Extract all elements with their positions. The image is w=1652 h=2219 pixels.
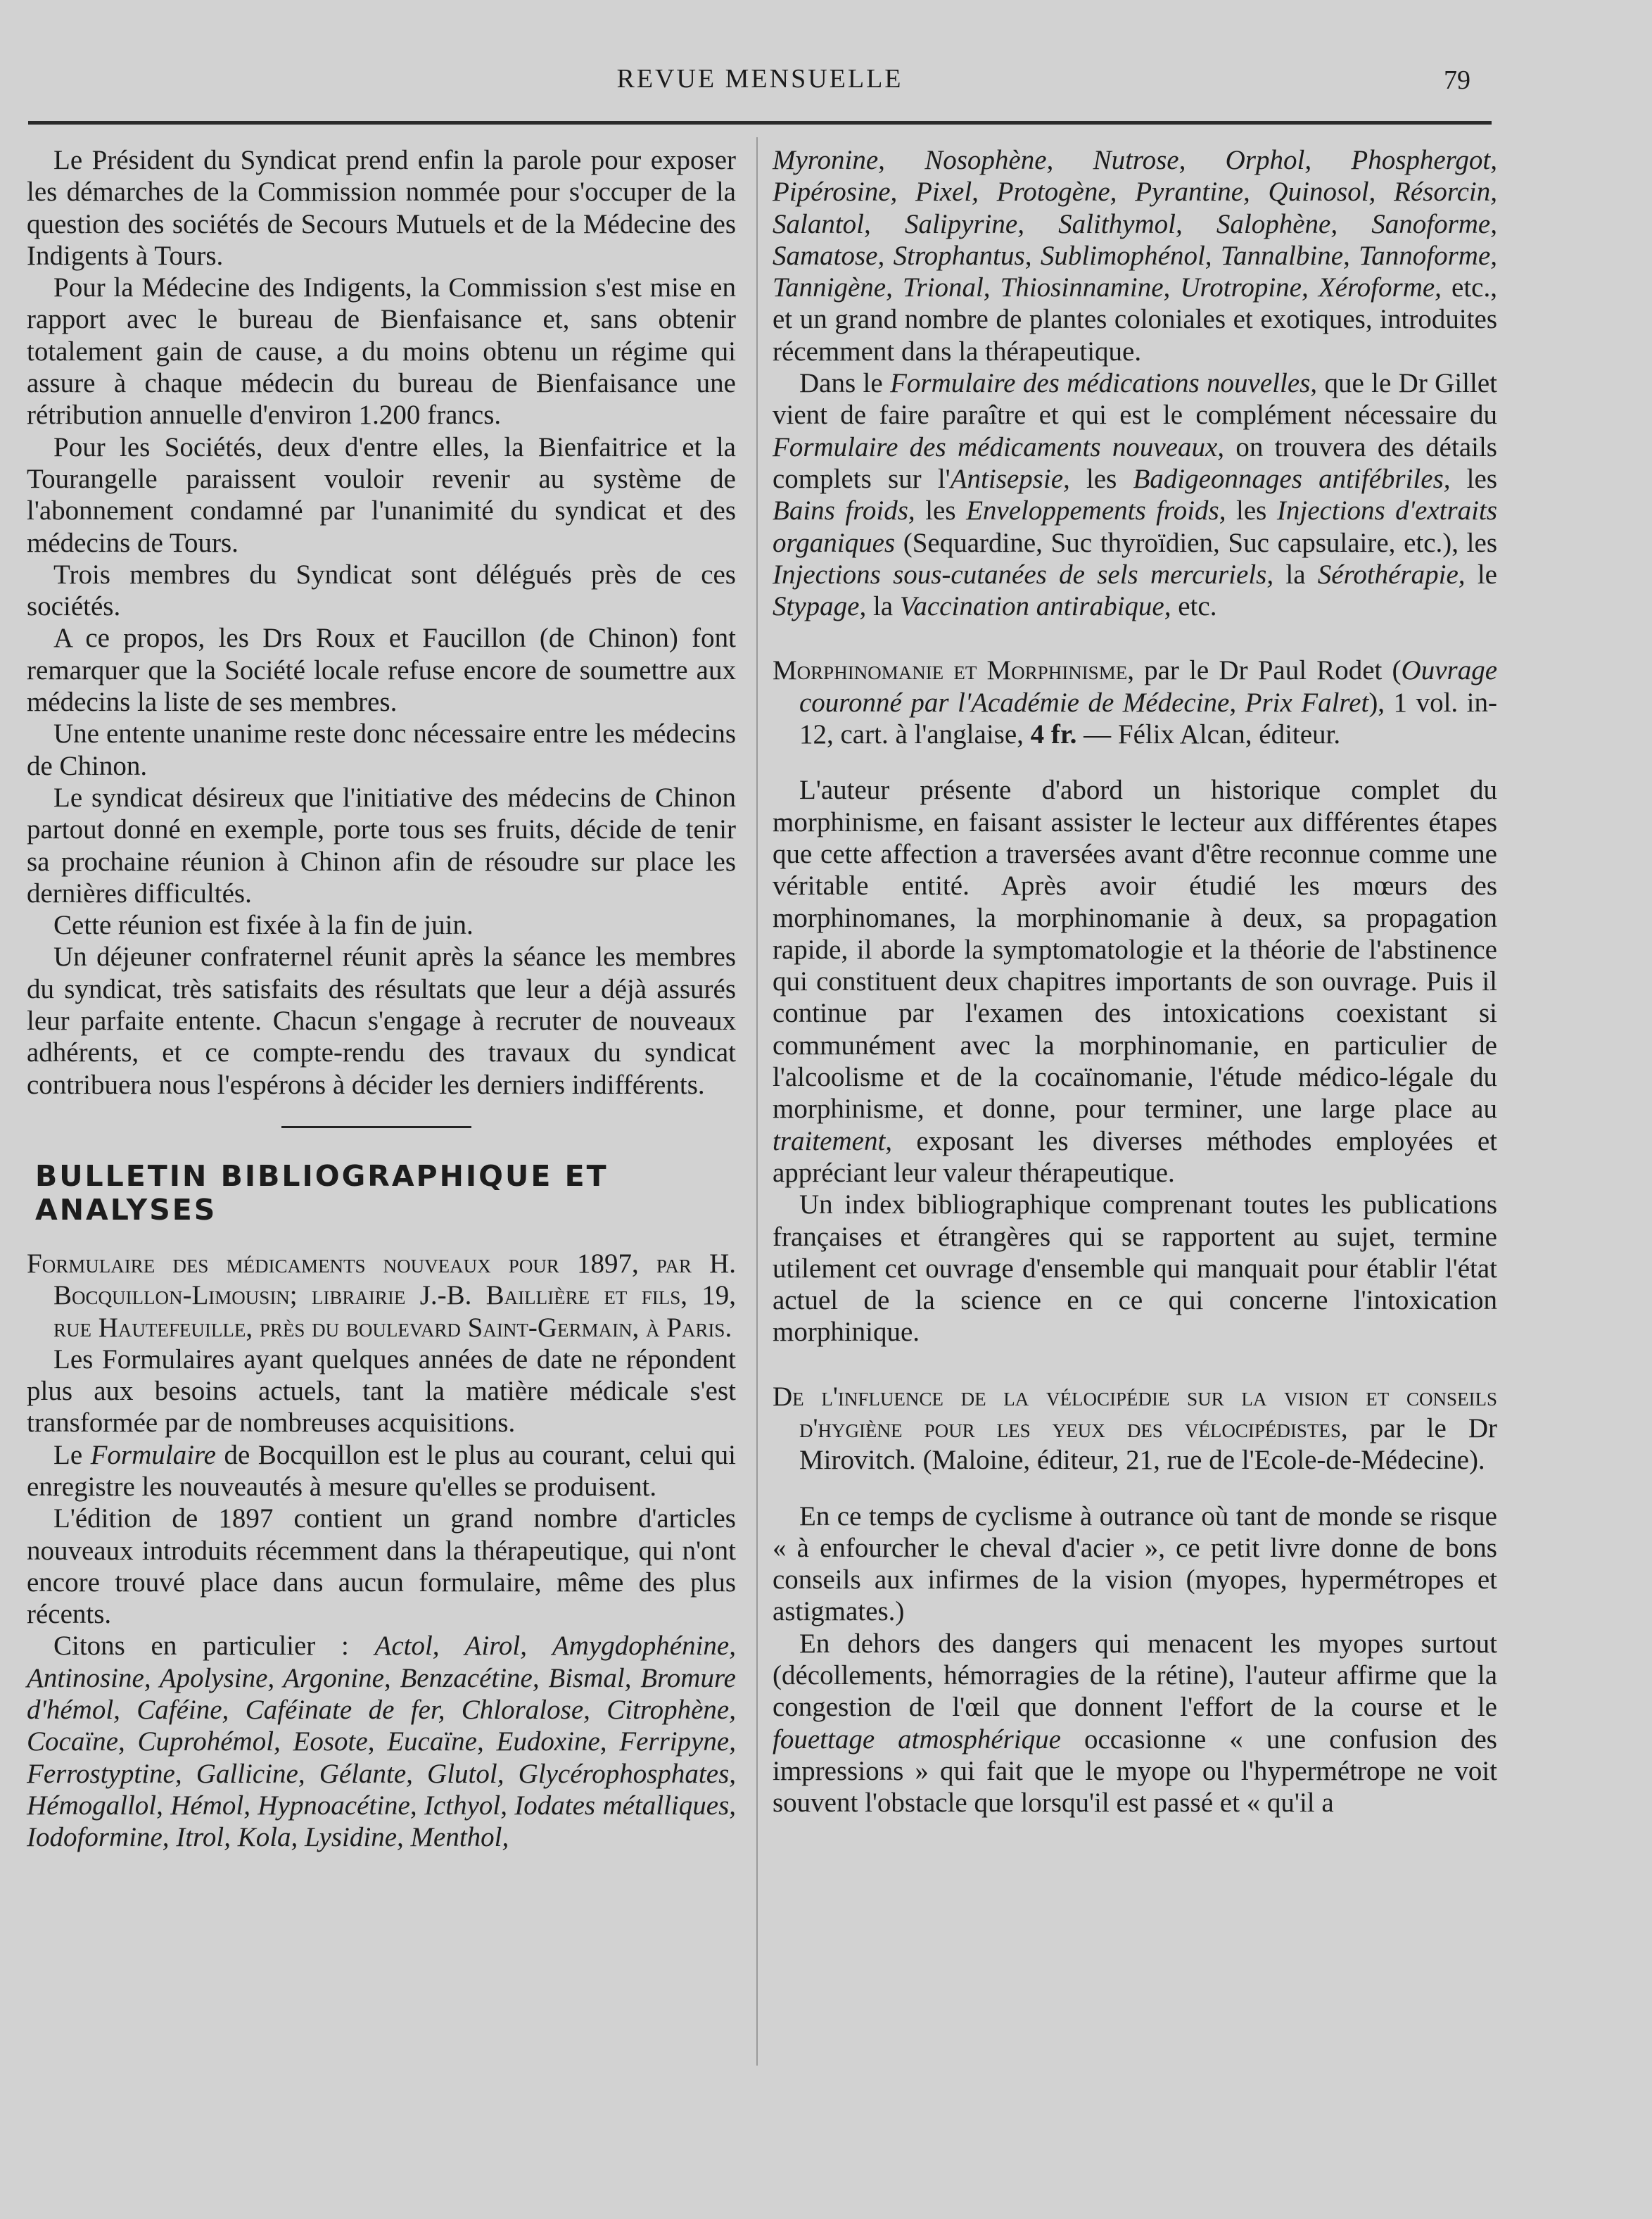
syndicat-report: [27, 144, 736, 1101]
paragraph: [773, 1628, 1497, 1819]
italic-term: fouettage atmosphérique: [773, 1724, 1061, 1755]
paragraph: [773, 774, 1497, 1189]
text-run: ), 1 vol. in-12, cart. à l'anglaise,: [799, 687, 1497, 750]
drug-list: Actol, Airol, Amygdophénine, Antinosine, Apolysine, Argonine, Benzacétine, Bismal, Bromure d'hémol, Caféine, Caféinate de fer, Chloralose, Citrophène, Cocaïne, Cuprohémol, Eosote, Eucaïne, Eudoxine, Ferripyne, Ferrostyptine, Gallicine, Gélante, Glutol, Glycérophosphates, Hémogallol, Hémol, Hypnoacétine, Icthyol, Iodates métalliques, Iodoformine, Itrol, Kola, Lysidine, Menthol,: [27, 1631, 736, 1853]
paragraph: Pour les Sociétés, deux d'entre elles, la Bienfaitrice et la Tourangelle paraissent vouloir revenir au système de l'abonnement condamné par l'unanimité du syndicat et des médecins de Tours.: [27, 431, 736, 558]
italic-term: Injections sous-cutanées de sels mercuriels,: [773, 559, 1274, 590]
text-run: la: [866, 591, 900, 622]
paragraph: A ce propos, les Drs Roux et Faucillon (de Chinon) font remarquer que la Société locale refuse encore de soumettre aux médecins la liste de ses membres.: [27, 623, 736, 718]
italic-term: Vaccination antirabique,: [899, 591, 1171, 622]
section-heading: BULLETIN BIBLIOGRAPHIQUE ET ANALYSES: [35, 1158, 609, 1227]
italic-term: Sérothérapie,: [1317, 559, 1466, 590]
page-number: 79: [1444, 65, 1470, 95]
paragraph: Cette réunion est fixée à la fin de juin.: [53, 910, 474, 941]
paragraph: Un déjeuner confraternel réunit après la séance les membres du syndicat, très satisfaits des résultats que leur a déjà assurés leur parfaite entente. Chacun s'engage à recruter de nouveaux adhérents, et ce compte-rendu des travaux du syndicat contribuera nous l'espérons à décider les derniers indifférents.: [27, 942, 736, 1100]
spacer: [773, 1348, 1497, 1381]
text-run: de Bocquillon est le plus au courant, celui qui enregistre les nouveautés à mesure qu'elles se produisent.: [27, 1439, 736, 1502]
bibliographic-reference: Formulaire des médicaments nouveaux pour 1897, par H. Bocquillon-Limousin; librairie J.-B. Baillière et fils, 19, rue Hautefeuille, près du boulevard Saint-Germain, à Paris.: [27, 1248, 736, 1343]
text-run: En dehors des dangers qui menacent les myopes surtout (décollements, hémorragies de la rétine), l'auteur affirme que la congestion de l'œil que donnent l'effort de la course et le: [773, 1628, 1497, 1723]
text-run: le: [1465, 559, 1497, 590]
book-title: Morphinomanie et Morphinisme,: [773, 655, 1134, 686]
italic-title: Formulaire: [90, 1439, 216, 1470]
text-run: les: [1226, 495, 1277, 526]
paragraph: Une entente unanime reste donc nécessaire entre les médecins de Chinon.: [27, 719, 736, 781]
text-run: etc.: [1171, 591, 1217, 622]
paragraph: Trois membres du Syndicat sont délégués près de ces sociétés.: [27, 559, 736, 622]
text-run: les: [1450, 463, 1498, 494]
italic-term: Injections d'extraits organiques: [773, 495, 1498, 558]
text-run: les: [1069, 463, 1133, 494]
spacer: [773, 622, 1497, 655]
text-run: par le Dr Mirovitch. (Maloine, éditeur, 21, rue de l'Ecole-de-Médecine).: [799, 1412, 1497, 1476]
section-separator-rule: [281, 1126, 471, 1128]
italic-term: Antisepsie,: [950, 463, 1070, 494]
text-run: on trouvera des détails complets sur l': [773, 431, 1497, 494]
text-run: (Sequardine, Suc thyroïdien, Suc capsulaire, etc.), les: [895, 527, 1497, 558]
italic-term: Stypage,: [773, 591, 867, 622]
drug-list: Myronine, Nosophène, Nutrose, Orphol, Phosphergot, Pipérosine, Pixel, Protogène, Pyrantine, Quinosol, Résorcin, Salantol, Salipyrine, Salithymol, Salophène, Sanoforme, Samatose, Strophantus, Sublimophénol, Tannalbine, Tannoforme, Tannigène, Trional, Thiosinnamine, Urotropine, Xéroforme,: [773, 145, 1497, 303]
paragraph: Un index bibliographique comprenant toutes les publications françaises et étrangères qui se rapportent au sujet, termine utilement cet ouvrage d'ensemble qui manquait pour établir l'état actuel de la science en ce qui concerne l'intoxication morphinique.: [773, 1189, 1497, 1348]
italic-title: Formulaire des médications nouvelles,: [890, 368, 1318, 399]
text-run: la: [1273, 559, 1318, 590]
running-header: [28, 58, 1492, 125]
text-run: L'auteur présente d'abord un historique complet du morphinisme, en faisant assister le lecteur aux différentes étapes que cette affection a traversées avant d'être reconnue comme une véritable entité. Après avoir étudié les mœurs des morphinomanes, la morphinomanie à deux, sa propagation rapide, il aborde la symptomatologie et la théorie de l'abstinence qui constituent deux chapitres importants de son ouvrage. Puis il continue par l'examen des intoxications coexistant si communément avec la morphinomanie, en particulier de l'alcoolisme et de la cocaïnomanie, l'étude médico-légale du morphinisme, et donne, pour terminer, une large place au: [773, 775, 1497, 1125]
book-title: De l'influence de la vélocipédie sur la vision et conseils d'hygiène pour les yeux des vélocipédistes,: [773, 1381, 1497, 1443]
text-run: les: [915, 495, 967, 526]
spacer: [773, 1477, 1497, 1500]
text-run: exposant les diverses méthodes employées et appréciant leur valeur thérapeutique.: [773, 1125, 1497, 1188]
italic-term: Bains froids,: [773, 495, 915, 526]
text-run: Citons en particulier :: [53, 1631, 375, 1662]
italic-term: traitement,: [773, 1125, 893, 1156]
bibliographic-reference: [773, 655, 1497, 750]
paragraph: Le Président du Syndicat prend enfin la parole pour exposer les démarches de la Commission nommée pour s'occuper de la question des sociétés de Secours Mutuels et de la Médecine des Indigents à Tours.: [27, 145, 736, 271]
text-run: etc., et un grand nombre de plantes coloniales et exotiques, introduites récemment dans la thérapeutique.: [773, 272, 1497, 367]
text-run: — Félix Alcan, éditeur.: [1076, 719, 1341, 750]
paragraph: Les Formulaires ayant quelques années de date ne répondent plus aux besoins actuels, tant la matière médicale s'est transformée par de nombreuses acquisitions.: [27, 1344, 736, 1439]
paragraph: [773, 144, 1497, 367]
journal-title: REVUE MENSUELLE: [616, 64, 903, 94]
bibliographic-reference: [773, 1381, 1497, 1477]
italic-title: Formulaire des médicaments nouveaux,: [773, 431, 1225, 462]
paragraph: [27, 1630, 736, 1853]
price: 4 fr.: [1030, 719, 1077, 750]
italic-note: Ouvrage couronné par l'Académie de Médecine, Prix Falret: [799, 655, 1498, 718]
right-column: [773, 144, 1497, 1819]
paragraph: [27, 1439, 736, 1503]
italic-term: Enveloppements froids,: [966, 495, 1226, 526]
italic-term: Badigeonnages antifébriles,: [1133, 463, 1451, 494]
paragraph: En ce temps de cyclisme à outrance où tant de monde se risque « à enfourcher le cheval d'acier », ce petit livre donne de bons conseils aux infirmes de la vision (myopes, hypermétropes et astigmates.): [773, 1500, 1497, 1627]
paragraph: Le syndicat désireux que l'initiative des médecins de Chinon partout donné en exemple, porte tous ses fruits, décide de tenir sa prochaine réunion à Chinon afin de résoudre sur place les dernières difficultés.: [27, 782, 736, 909]
left-column: [27, 144, 736, 1854]
paragraph: L'édition de 1897 contient un grand nombre d'articles nouveaux introduits récemment dans la thérapeutique, qui n'ont encore trouvé place dans aucun formulaire, même des plus récents.: [27, 1503, 736, 1630]
text-run: occasionne « une confusion des impressions » qui fait que le myope ou l'hypermétrope ne voit souvent l'obstacle que lorsqu'il est passé et « qu'il a: [773, 1724, 1497, 1819]
paragraph: Pour la Médecine des Indigents, la Commission s'est mise en rapport avec le bureau de Bienfaisance et, sans obtenir totalement gain de cause, a du moins obtenu un régime qui assure à chaque médecin du bureau de Bienfaisance une rétribution annuelle d'environ 1.200 francs.: [27, 272, 736, 431]
text-run: Dans le: [799, 368, 891, 399]
paragraph: [773, 367, 1497, 622]
text-run: Le: [53, 1439, 91, 1470]
text-run: par le Dr Paul Rodet (: [1133, 655, 1402, 686]
spacer: [773, 750, 1497, 774]
text-run: que le Dr Gillet vient de faire paraître et qui est le complément nécessaire du: [773, 368, 1497, 431]
column-divider: [756, 137, 758, 2066]
